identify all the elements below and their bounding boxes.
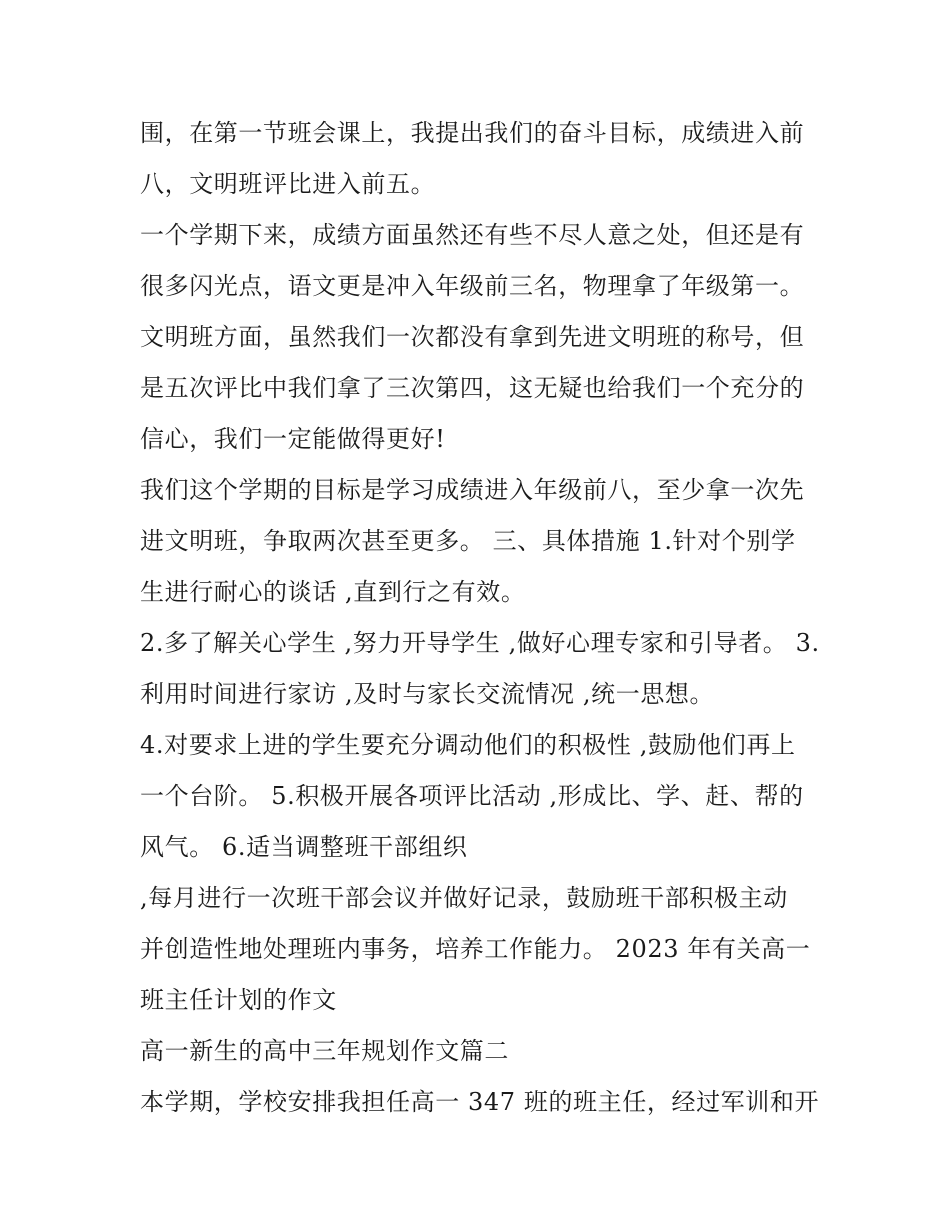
text-line: 围，在第一节班会课上，我提出我们的奋斗目标，成绩进入前 (140, 119, 805, 147)
text-line: 并创造性地处理班内事务，培养工作能力。 2023 年有关高一 (140, 935, 811, 963)
text-line: 2.多了解关心学生 ,努力开导学生 ,做好心理专家和引导者。 3. (140, 629, 820, 657)
text-line: 我们这个学期的目标是学习成绩进入年级前八，至少拿一次先 (140, 476, 805, 504)
text-line: 信心，我们一定能做得更好! (140, 425, 446, 453)
section-heading: 高一新生的高中三年规划作文篇二 (140, 1037, 509, 1065)
text-line: 进文明班，争取两次甚至更多。 三、具体措施 1.针对个别学 (140, 527, 796, 555)
text-line: 一个台阶。 5.积极开展各项评比活动 ,形成比、学、赶、帮的 (140, 782, 804, 810)
text-line: 本学期，学校安排我担任高一 347 班的班主任，经过军训和开 (140, 1088, 820, 1116)
text-line: 利用时间进行家访 ,及时与家长交流情况 ,统一思想。 (140, 680, 715, 708)
text-line: 文明班方面，虽然我们一次都没有拿到先进文明班的称号，但 (140, 323, 805, 351)
text-line: ,每月进行一次班干部会议并做好记录，鼓励班干部积极主动 (140, 884, 788, 912)
text-line: 4.对要求上进的学生要充分调动他们的积极性 ,鼓励他们再上 (140, 731, 796, 759)
text-line: 是五次评比中我们拿了三次第四，这无疑也给我们一个充分的 (140, 374, 805, 402)
body-text (140, 108, 820, 1128)
text-line: 生进行耐心的谈话 ,直到行之有效。 (140, 578, 526, 606)
text-line: 一个学期下来，成绩方面虽然还有些不尽人意之处，但还是有 (140, 221, 805, 249)
text-line: 八，文明班评比进入前五。 (140, 170, 436, 198)
text-line: 很多闪光点，语文更是冲入年级前三名，物理拿了年级第一。 (140, 272, 805, 300)
text-line: 风气。 6.适当调整班干部组织 (140, 833, 468, 861)
text-line: 班主任计划的作文 (140, 986, 337, 1014)
